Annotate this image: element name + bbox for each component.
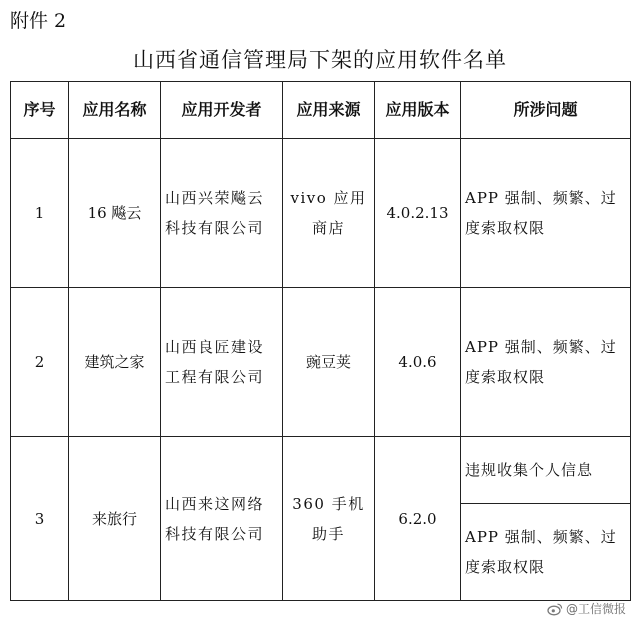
column-header-version: 应用版本: [375, 82, 461, 139]
table-row: [11, 139, 631, 288]
cell-source: [283, 437, 375, 601]
developer-text: 山西来这网络科技有限公司: [165, 494, 265, 543]
table-row: [11, 288, 631, 437]
cell-developer: [161, 139, 283, 288]
cell-issues: [461, 437, 631, 504]
cell-issues: [461, 504, 631, 601]
attachment-label: 附件 2: [10, 10, 67, 32]
source-text: vivo 应用商店: [290, 189, 367, 237]
cell-version: 4.0.6: [375, 288, 461, 437]
cell-issues: [461, 288, 631, 437]
issue-text: 违规收集个人信息: [465, 461, 594, 479]
document-title: 山西省通信管理局下架的应用软件名单: [133, 48, 507, 72]
cell-app-name: 来旅行: [69, 437, 161, 601]
cell-version: 4.0.2.13: [375, 139, 461, 288]
watermark-text: @工信微报: [565, 602, 626, 616]
cell-version: 6.2.0: [375, 437, 461, 601]
source-text: 360 手机助手: [292, 494, 365, 543]
cell-no: 1: [11, 139, 69, 288]
cell-issues: [461, 139, 631, 288]
column-header-no: 序号: [11, 82, 69, 139]
column-header-source: 应用来源: [283, 82, 375, 139]
cell-source: [283, 139, 375, 288]
table-row: [11, 437, 631, 504]
weibo-watermark: [547, 600, 626, 617]
table-header-row: [11, 82, 631, 139]
cell-app-name: 16 飚云: [69, 139, 161, 288]
cell-developer: [161, 288, 283, 437]
developer-text: 山西兴荣飚云科技有限公司: [165, 189, 265, 237]
developer-text: 山西良匠建设工程有限公司: [165, 338, 265, 386]
cell-app-name: 建筑之家: [69, 288, 161, 437]
cell-developer: [161, 437, 283, 601]
weibo-icon: [547, 602, 563, 616]
column-header-developer: 应用开发者: [161, 82, 283, 139]
cell-no: 3: [11, 437, 69, 601]
column-header-issues: 所涉问题: [461, 82, 631, 139]
issue-text: APP 强制、频繁、过度索取权限: [465, 189, 617, 237]
app-removal-table: [10, 81, 631, 601]
cell-source: 豌豆荚: [283, 288, 375, 437]
issue-text: APP 强制、频繁、过度索取权限: [465, 338, 617, 386]
cell-no: 2: [11, 288, 69, 437]
column-header-app-name: 应用名称: [69, 82, 161, 139]
issue-text: APP 强制、频繁、过度索取权限: [465, 528, 617, 576]
